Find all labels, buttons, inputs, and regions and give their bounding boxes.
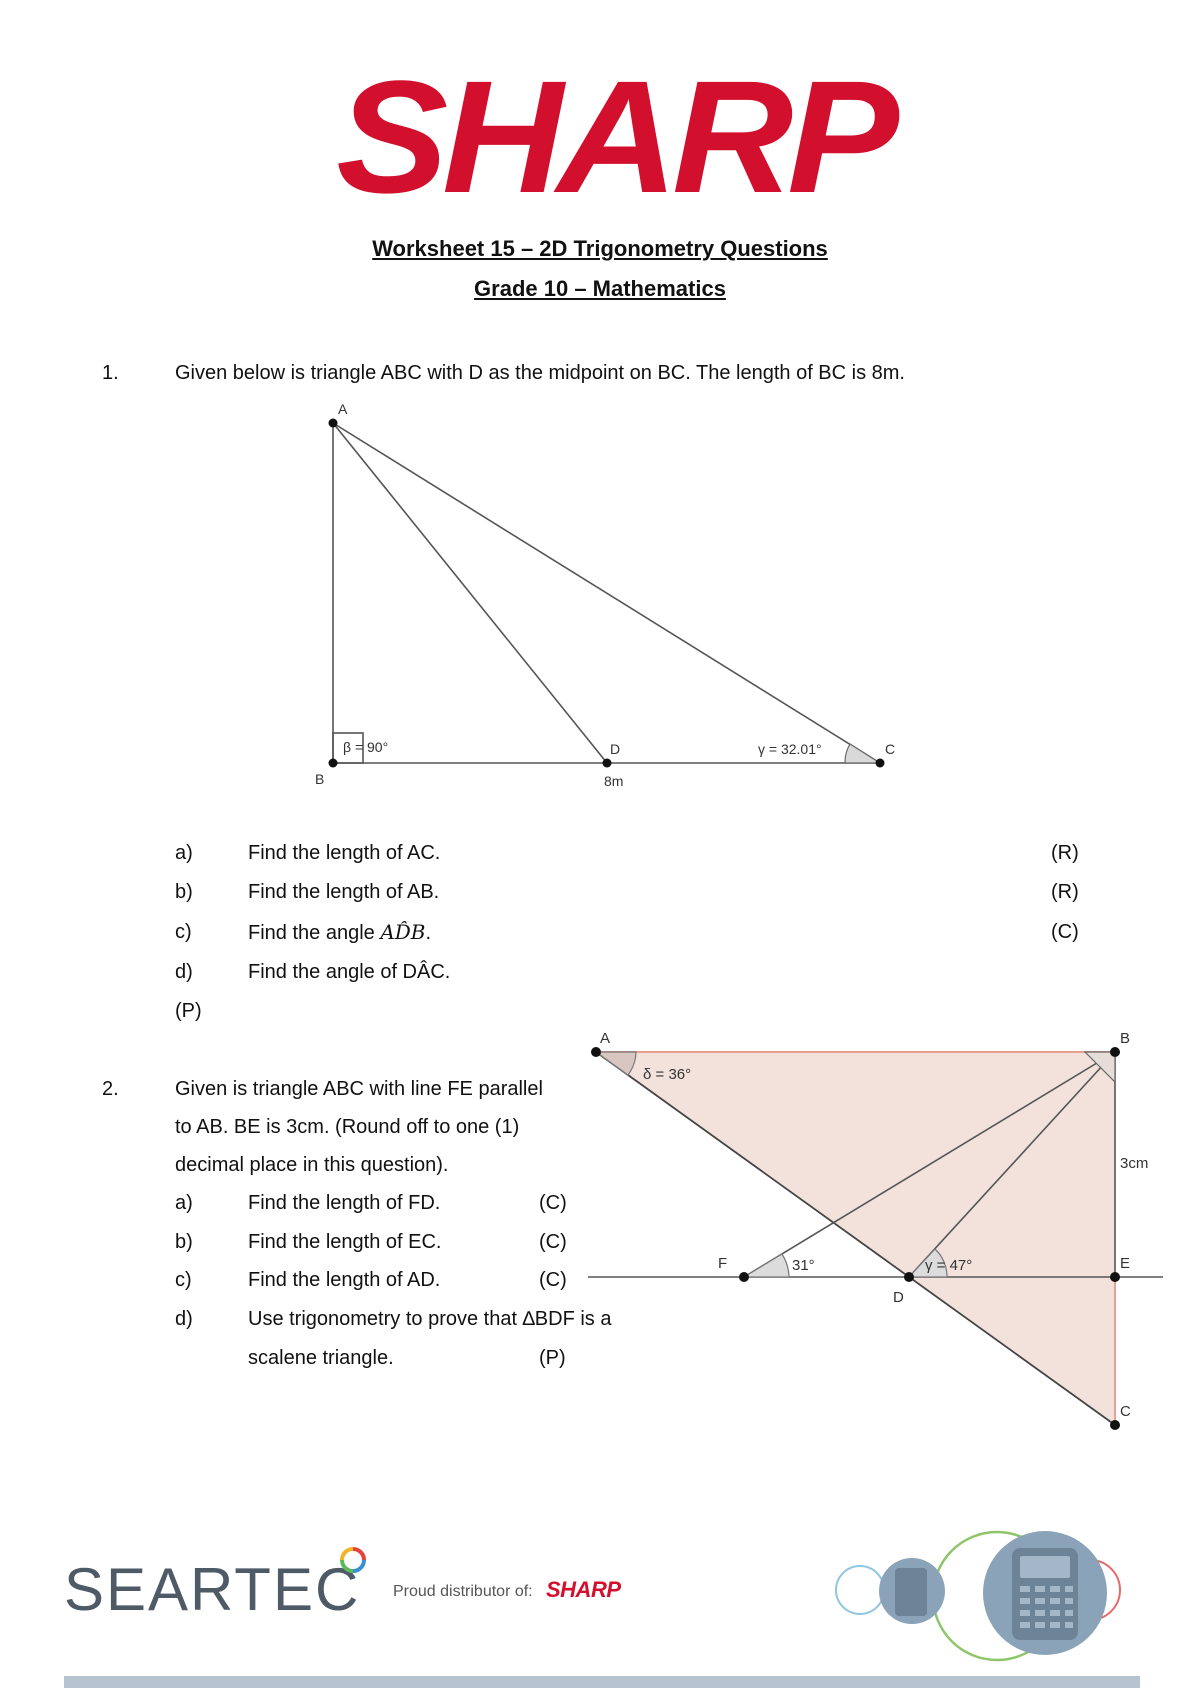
proud-distributor-text: Proud distributor of: [393, 1583, 533, 1600]
q1a-text: Find the length of AC. [248, 842, 441, 864]
footer-divider [64, 1676, 1140, 1688]
worksheet-title: Worksheet 15 – 2D Trigonometry Questions [372, 236, 828, 261]
q2-label-e: E [1120, 1255, 1131, 1272]
q2b-text: Find the length of EC. [248, 1231, 442, 1253]
q1-label-a: A [338, 401, 348, 417]
q2c-text: Find the length of AD. [248, 1269, 441, 1291]
q2a-text: Find the length of FD. [248, 1192, 441, 1214]
q2d-text: Use trigonometry to prove that ∆BDF is a [248, 1308, 612, 1330]
q1-label-b: B [315, 771, 325, 787]
q1c-math: AD̂B [380, 920, 426, 944]
q1-text: Given below is triangle ABC with D as the midpoint on BC. The length of BC is 8m. [175, 362, 905, 384]
q1c-text: Find the angle AD̂B. [248, 920, 432, 944]
q2-line-1: Given is triangle ABC with line FE parallel [175, 1078, 543, 1100]
q1-label-d: D [610, 741, 621, 757]
q2-angle-a-mark [596, 1052, 636, 1075]
q2-delta-label: δ = 36° [643, 1066, 692, 1083]
q1-beta-label: β = 90° [343, 739, 389, 755]
q2-point-d [904, 1272, 914, 1282]
q2-gamma-label: γ = 47° [925, 1257, 973, 1274]
q2-point-b [1110, 1047, 1120, 1057]
q1d-text: Find the angle of DÂC. [248, 961, 451, 983]
q1-number: 1. [102, 362, 119, 384]
q2-angle-f-mark [744, 1254, 789, 1277]
q2-angle-f-label: 31° [792, 1257, 815, 1274]
q1c-mark: (C) [1051, 921, 1079, 943]
q2b-mark: (C) [539, 1231, 567, 1253]
q1-trailing-mark: (P) [175, 1000, 202, 1022]
q1a-mark: (R) [1051, 842, 1079, 864]
q2-point-c [1110, 1420, 1120, 1430]
q2-label-c: C [1120, 1403, 1131, 1420]
sharp-logo: SHARP [336, 47, 893, 226]
q2-point-f [739, 1272, 749, 1282]
q2d-mark: (P) [539, 1347, 566, 1369]
q1b-text: Find the length of AB. [248, 881, 440, 903]
q2-point-e [1110, 1272, 1120, 1282]
circle-blue-icon [836, 1566, 884, 1614]
seartec-emblem-icon [338, 1545, 368, 1575]
q1c-letter: c) [175, 921, 192, 943]
q1a-letter: a) [175, 842, 193, 864]
q2-label-d: D [893, 1289, 904, 1306]
q1b-letter: b) [175, 881, 193, 903]
q1b-mark: (R) [1051, 881, 1079, 903]
q2-label-b: B [1120, 1030, 1131, 1047]
q2-number: 2. [102, 1078, 119, 1100]
q2d-letter: d) [175, 1308, 193, 1330]
q1-bc-length: 8m [604, 773, 624, 789]
q2a-mark: (C) [539, 1192, 567, 1214]
q2-label-f: F [718, 1255, 728, 1272]
q2d-text-line2: scalene triangle. [248, 1347, 394, 1369]
q2-point-a [591, 1047, 601, 1057]
q2-label-a: A [600, 1030, 611, 1047]
calculator-graphic [830, 1528, 1150, 1673]
q2-be-length: 3cm [1120, 1155, 1149, 1172]
q1-label-c: C [885, 741, 896, 757]
q1-gamma-label: γ = 32.01° [758, 741, 822, 757]
footer-sharp-logo: SHARP [546, 1577, 621, 1602]
q2b-letter: b) [175, 1231, 193, 1253]
q2a-letter: a) [175, 1192, 193, 1214]
q1d-letter: d) [175, 961, 193, 983]
seartec-logo: SEARTEC [64, 1556, 361, 1623]
q2-line-3: decimal place in this question). [175, 1154, 449, 1176]
q2-line-2: to AB. BE is 3cm. (Round off to one (1) [175, 1116, 520, 1138]
q2c-mark: (C) [539, 1269, 567, 1291]
grade-subtitle: Grade 10 – Mathematics [474, 276, 726, 301]
q2c-letter: c) [175, 1269, 192, 1291]
